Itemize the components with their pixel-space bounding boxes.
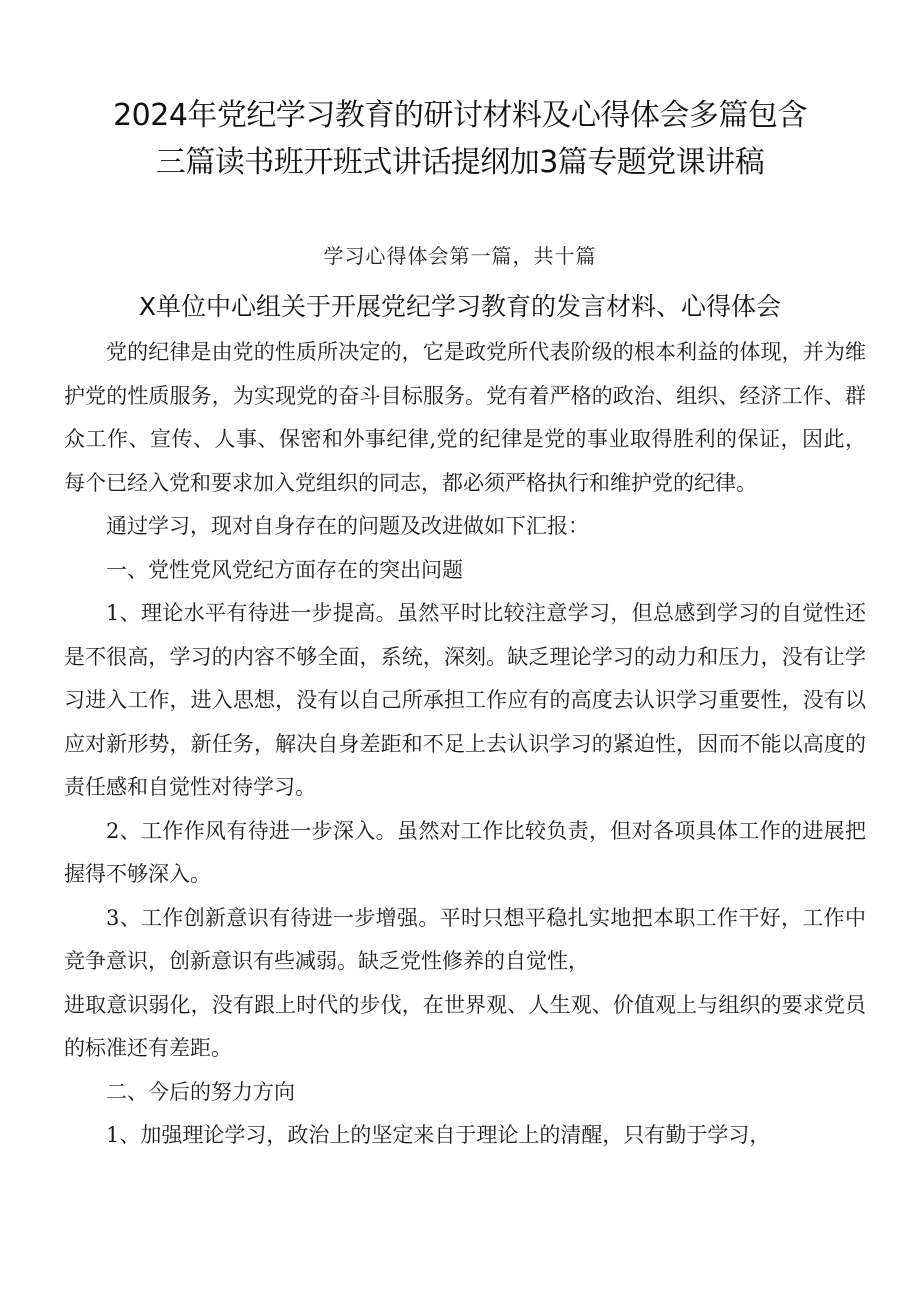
paragraph-problem-3: 3、工作创新意识有待进一步增强。平时只想平稳扎实地把本职工作干好，工作中竞争意识，创新意识有些减弱。缺乏党性修养的自觉性， [64, 905, 866, 973]
paragraph-problem-2: 2、工作作风有待进一步深入。虽然对工作比较负责，但对各项具体工作的进展把握得不够深入。 [64, 818, 866, 886]
paragraph-problem-1: 1、理论水平有待进一步提高。虽然平时比较注意学习，但总感到学习的自觉性还是不很高，学习的内容不够全面，系统，深刻。缺乏理论学习的动力和压力，没有让学习进入工作，进入思想，没有以自己所承担工作应有的高度去认识学习重要性，没有以应对新形势，新任务，解决自身差距和不足上去认识学习的紧迫性，因而不能以高度的责任感和自觉性对待学习。 [64, 601, 866, 799]
paragraph-problem-3-continued: 进取意识弱化，没有跟上时代的步伐，在世界观、人生观、价值观上与组织的要求党员的标准还有差距。 [64, 992, 866, 1060]
paragraph-report-lead: 通过学习，现对自身存在的问题及改进做如下汇报： [106, 514, 589, 538]
paragraph-intro: 党的纪律是由党的性质所决定的，它是政党所代表阶级的根本利益的体现，并为维护党的性质服务，为实现党的奋斗目标服务。党有着严格的政治、组织、经济工作、群众工作、宣传、人事、保密和外事纪律,党的纪律是党的事业取得胜利的保证，因此，每个已经入党和要求加入党组织的同志，都必须严格执行和维护党的纪律。 [64, 340, 866, 495]
heading-direction: 二、今后的努力方向 [106, 1079, 295, 1104]
section-title: X单位中心组关于开展党纪学习教育的发言材料、心得体会 [138, 292, 782, 321]
section-subtitle: 学习心得体会第一篇，共十篇 [323, 244, 597, 268]
document-title-line-2: 三篇读书班开班式讲话提纲加3篇专题党课讲稿 [155, 145, 765, 180]
document-title-line-1: 2024年党纪学习教育的研讨材料及心得体会多篇包含 [113, 98, 807, 133]
paragraph-direction-1: 1、加强理论学习，政治上的坚定来自于理论上的清醒，只有勤于学习， [106, 1123, 771, 1147]
document-body [64, 331, 866, 1158]
heading-problems: 一、党性党风党纪方面存在的突出问题 [106, 557, 463, 582]
